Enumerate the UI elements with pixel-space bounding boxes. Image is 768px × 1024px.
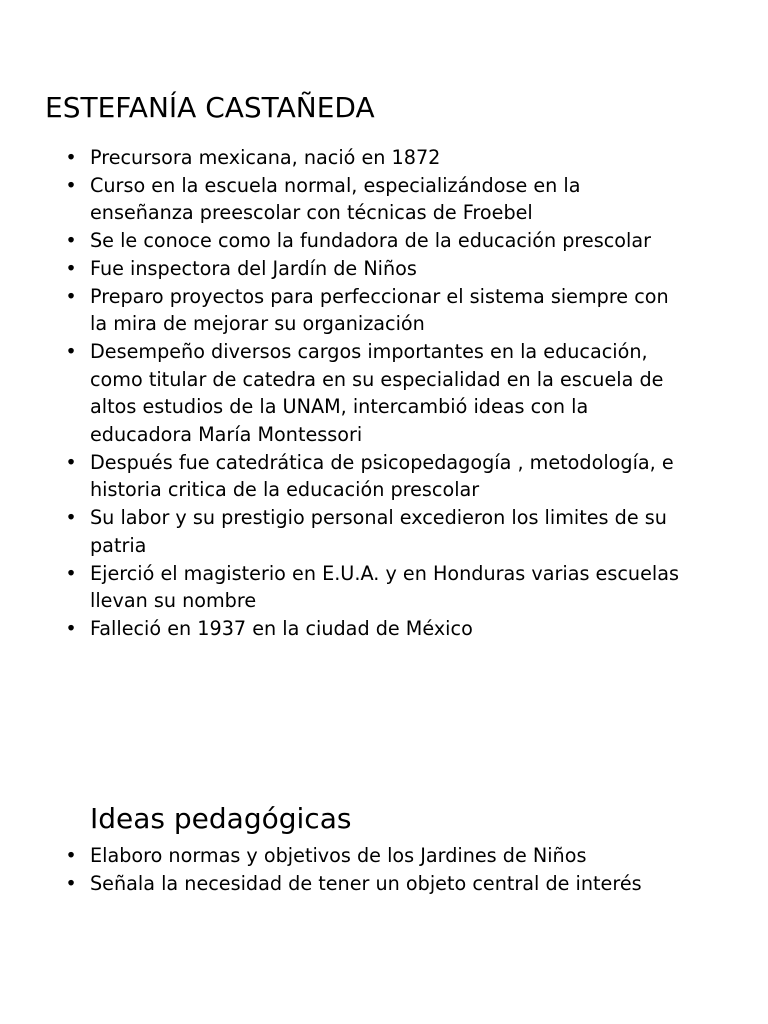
bullet-icon: • xyxy=(65,561,77,585)
bio-item-text: Curso en la escuela normal, especializándose en la enseñanza preescolar con técnicas de Froebel xyxy=(90,173,581,225)
bullet-icon: • xyxy=(65,173,77,197)
bio-item-text: Preparo proyectos para perfeccionar el sistema siempre con la mira de mejorar su organización xyxy=(90,284,669,336)
bio-item-text: Se le conoce como la fundadora de la educación prescolar xyxy=(90,229,651,253)
idea-item-text: Elaboro normas y objetivos de los Jardines de Niños xyxy=(90,844,587,867)
bullet-icon: • xyxy=(65,146,77,169)
bullet-icon: • xyxy=(65,284,77,308)
document-title: ESTEFANÍA CASTAÑEDA xyxy=(45,91,375,124)
bio-item-6 xyxy=(0,338,680,449)
bio-item-3 xyxy=(0,227,680,255)
bio-item-text: Ejerció el magisterio en E.U.A. y en Honduras varias escuelas llevan su nombre xyxy=(90,561,679,613)
bio-item-8 xyxy=(0,504,680,559)
bio-item-4 xyxy=(0,255,680,283)
bio-item-text: Su labor y su prestigio personal excedieron los limites de su patria xyxy=(90,506,667,557)
idea-item-2 xyxy=(0,870,680,898)
bullet-icon: • xyxy=(65,229,77,253)
bullet-icon: • xyxy=(65,616,77,640)
bio-item-5 xyxy=(0,283,680,338)
bullet-icon: • xyxy=(65,450,77,474)
section-title-ideas: Ideas pedagógicas xyxy=(90,802,352,835)
bio-item-1 xyxy=(0,144,680,172)
bullet-icon: • xyxy=(65,871,77,895)
bio-item-9 xyxy=(0,560,680,615)
ideas-list xyxy=(0,842,680,897)
bio-item-text: Precursora mexicana, nació en 1872 xyxy=(90,146,441,169)
bio-item-text: Fue inspectora del Jardín de Niños xyxy=(90,256,417,280)
bullet-icon: • xyxy=(65,256,77,280)
bio-item-7 xyxy=(0,449,680,504)
bio-item-text: Después fue catedrática de psicopedagogía , metodología, e historia critica de la educación prescolar xyxy=(90,450,674,502)
bullet-icon: • xyxy=(65,506,77,530)
bio-item-10 xyxy=(0,615,680,643)
bio-item-text: Falleció en 1937 en la ciudad de México xyxy=(90,616,473,640)
biography-list xyxy=(0,144,680,643)
bio-item-2 xyxy=(0,172,680,227)
bullet-icon: • xyxy=(65,339,77,363)
idea-item-text: Señala la necesidad de tener un objeto central de interés xyxy=(90,871,642,895)
idea-item-1 xyxy=(0,842,680,870)
bullet-icon: • xyxy=(65,844,77,867)
bio-item-text: Desempeño diversos cargos importantes en la educación, como titular de catedra en su especialidad en la escuela de altos estudios de la UNAM, intercambió ideas con la educadora María Montessori xyxy=(90,339,664,447)
